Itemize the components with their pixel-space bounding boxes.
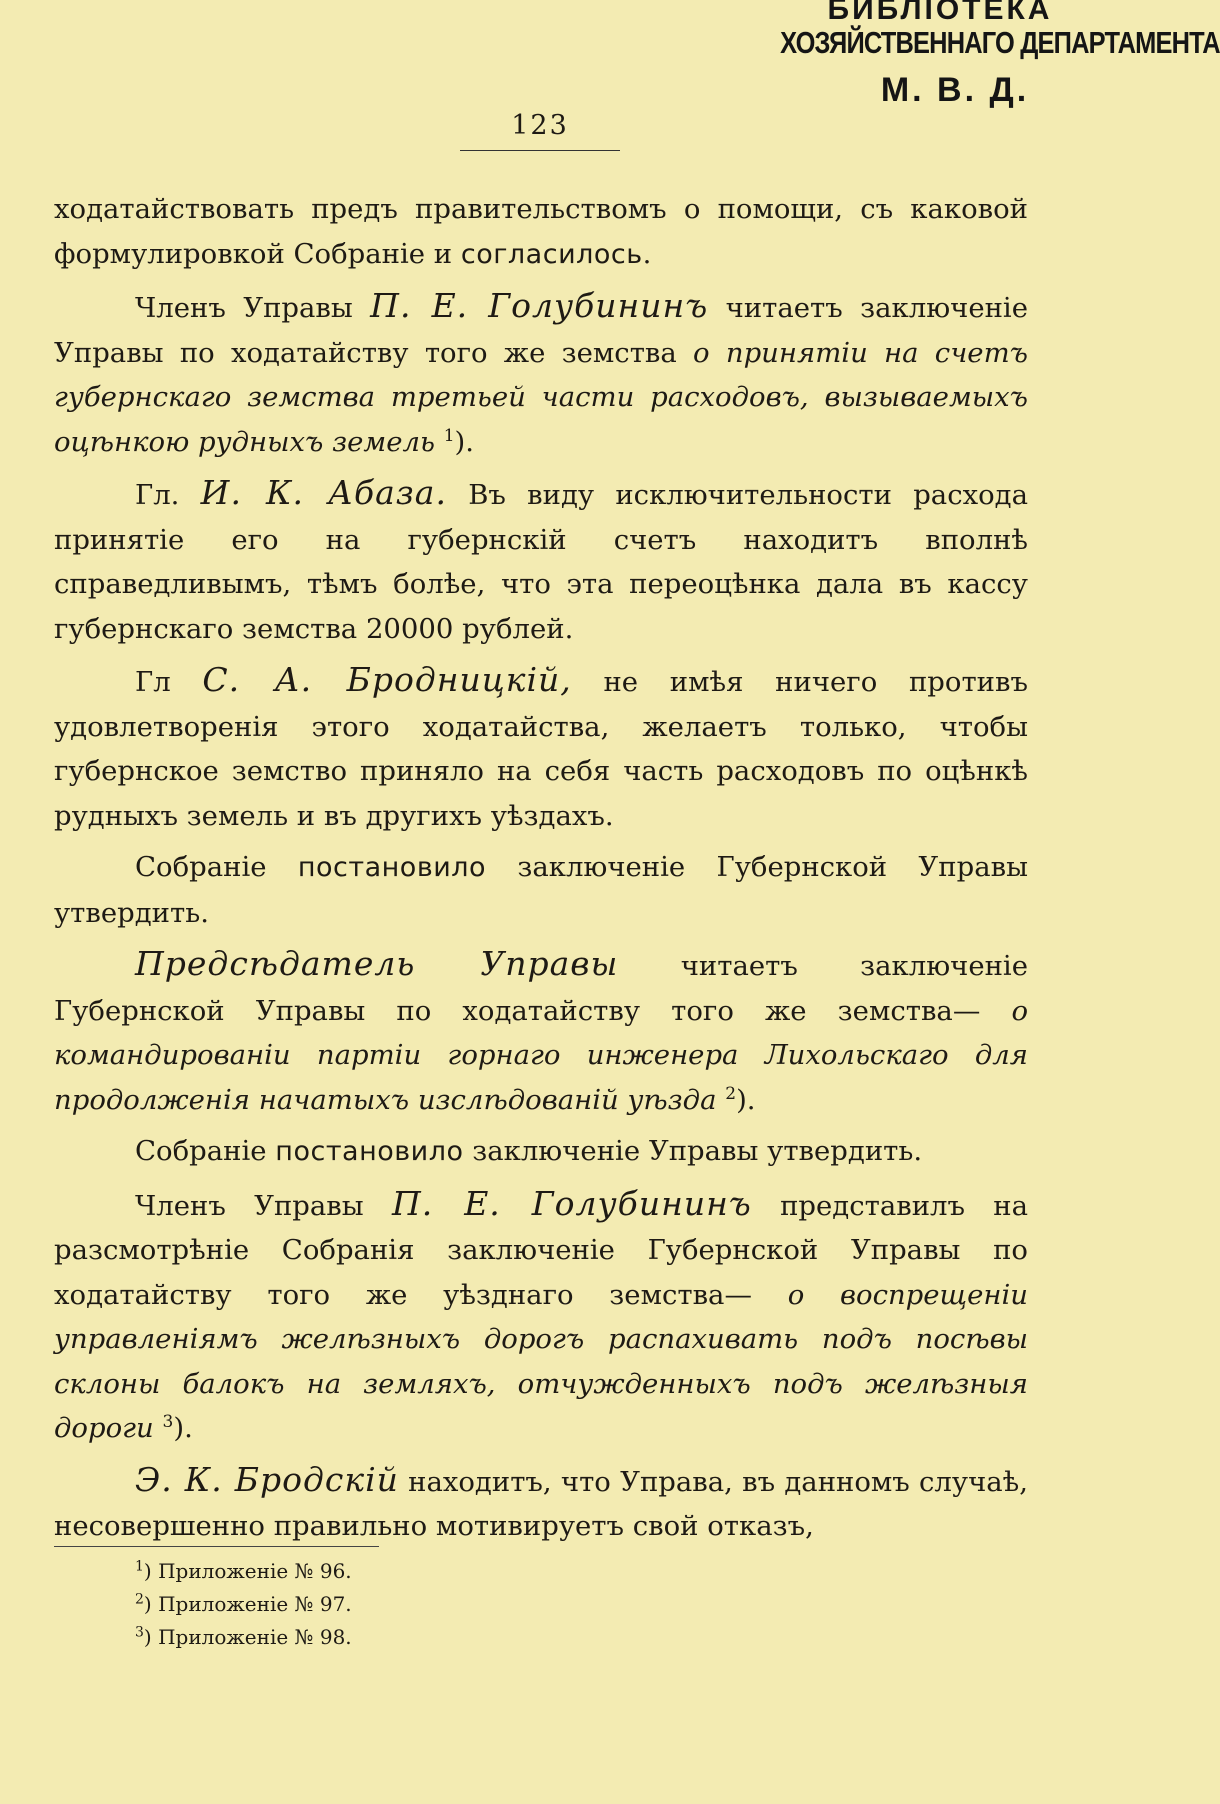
body-text <box>54 187 1028 1556</box>
footnote-number: 2 <box>135 1591 144 1608</box>
text-run: о воспрещеніи управленіямъ желѣзныхъ дорогъ распахивать подъ посѣвы склоны балокъ на земляхъ, отчужденныхъ подъ желѣзныя дороги <box>54 1278 1028 1444</box>
text-run: о принятіи на счетъ губернскаго земства третьей части расходовъ, вызываемыхъ оцѣнкою рудныхъ земель <box>54 336 1028 458</box>
stamp-line-2: ХОЗЯЙСТВЕННАГО ДЕПАРТАМЕНТА <box>780 25 1220 60</box>
library-stamp <box>745 0 1220 114</box>
text-run: ). <box>173 1412 193 1444</box>
text-run <box>717 1084 726 1116</box>
footnote <box>135 1555 352 1588</box>
text-run: . <box>642 237 652 270</box>
text-run: Членъ Управы <box>135 292 371 324</box>
paragraph <box>54 845 1028 935</box>
text-run: ходатайствовать предъ правительствомъ о помощи, съ каковой формулировкой Собраніе и <box>54 193 1028 270</box>
text-run: не имѣя ничего противъ удовлетворенія этого ходатайства, желаетъ только, чтобы губернское земство приняло на себя часть расходовъ по оцѣнкѣ рудныхъ земель и въ другихъ уѣздахъ. <box>54 666 1028 832</box>
stamp-line-1: БИБЛІОТЕКА <box>827 0 1053 26</box>
footnote-text: ) Приложеніе № 96. <box>143 1559 352 1583</box>
footnote-number: 3 <box>135 1624 144 1641</box>
page-number: 123 <box>511 110 569 141</box>
speaker-name: И. К. Абаза. <box>200 473 447 512</box>
footnotes <box>135 1555 352 1654</box>
paragraph <box>54 1182 1028 1451</box>
footnote-ref: 3 <box>162 1411 174 1432</box>
footnote <box>135 1588 352 1621</box>
text-run: согласилось <box>460 238 643 270</box>
speaker-name: Предсѣдатель Управы <box>135 944 619 983</box>
paragraph <box>54 658 1028 838</box>
speaker-name: С. А. Бродницкій, <box>202 660 572 699</box>
text-run: заключеніе Губернской Управы утвердить. <box>54 851 1028 929</box>
paragraph <box>54 471 1028 651</box>
speaker-name: П. Е. Голубининъ <box>370 286 709 325</box>
text-run: Членъ Управы <box>135 1189 392 1222</box>
text-run: о командированіи партіи горнаго инженера Лихольскаго для продолженія начатыхъ изслѣдованій уѣзда <box>54 994 1028 1116</box>
paragraph <box>54 284 1028 464</box>
speaker-name: П. Е. Голубининъ <box>391 1183 752 1223</box>
text-run: Собраніе <box>135 851 298 883</box>
footnote-text: ) Приложеніе № 97. <box>143 1592 352 1616</box>
footnote-ref: 1 <box>443 425 455 446</box>
text-run: заключеніе Управы утвердить. <box>463 1135 923 1167</box>
text-run: постановило <box>297 852 487 883</box>
paragraph <box>54 187 1028 277</box>
footnote-rule <box>54 1546 379 1547</box>
text-run: постановило <box>275 1136 464 1167</box>
text-run: представилъ на разсмотрѣніе Собранія заключеніе Губернской Управы по ходатайству того же уѣзднаго земства— <box>54 1189 1028 1311</box>
text-run: Собраніе <box>135 1135 276 1167</box>
text-run: Гл <box>135 666 203 698</box>
footnote-number: 1 <box>135 1558 144 1575</box>
paragraph <box>54 1129 1028 1175</box>
text-run: находитъ, что Управа, въ данномъ случаѣ, несовершенно правильно мотивируетъ свой отказъ, <box>54 1465 1028 1542</box>
text-run <box>154 1412 163 1444</box>
text-run: ). <box>454 425 475 458</box>
paragraph <box>54 1458 1028 1549</box>
text-run: читаетъ заключеніе Губернской Управы по ходатайству того же земства— <box>54 950 1029 1027</box>
footnote <box>135 1621 352 1654</box>
text-run <box>435 426 444 458</box>
footnote-text: ) Приложеніе № 98. <box>143 1625 352 1649</box>
page-number-rule <box>460 150 620 151</box>
footnote-ref: 2 <box>725 1083 737 1104</box>
stamp-line-3: М. В. Д. <box>880 71 1030 109</box>
text-run: Въ виду исключительности расхода принятіе его на губернскій счетъ находитъ вполнѣ справедливымъ, тѣмъ болѣе, что эта переоцѣнка дала въ кассу губернскаго земства 20000 рублей. <box>54 479 1028 645</box>
text-run: читаетъ заключеніе Управы по ходатайству того же земства <box>54 292 1028 369</box>
paragraph <box>54 942 1028 1122</box>
text-run: ). <box>736 1083 756 1116</box>
text-run: Гл. <box>135 479 201 511</box>
speaker-name: Э. К. Бродскій <box>135 1459 399 1499</box>
